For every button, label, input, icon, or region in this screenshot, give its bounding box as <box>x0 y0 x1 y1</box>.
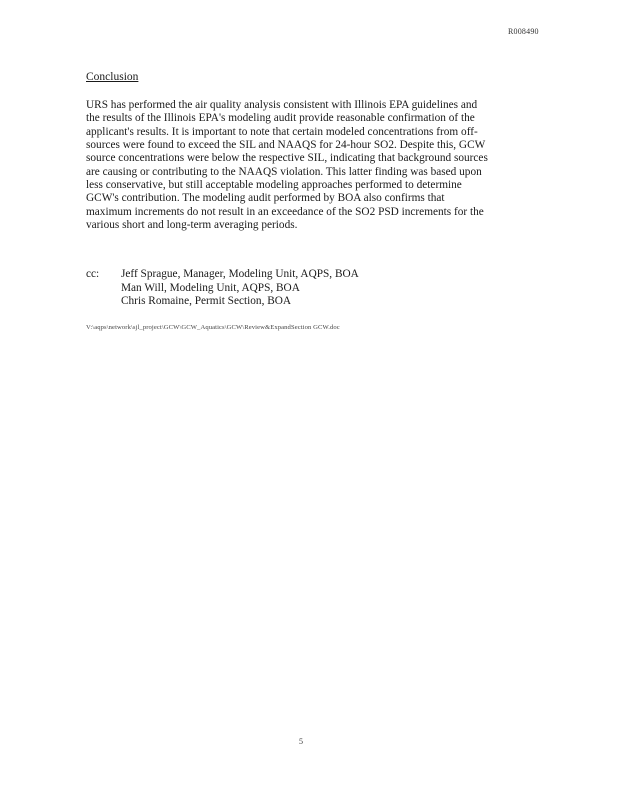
cc-recipient-list <box>121 268 359 309</box>
file-path: V:\aqps\network\sjl_project\GCW\GCW_Aquatics\GCW\Review&ExpandSection GCW.doc <box>86 324 340 331</box>
body-line: sources were found to exceed the SIL and NAAQS for 24-hour SO2. Despite this, GCW <box>86 139 486 152</box>
section-heading: Conclusion <box>86 71 139 83</box>
body-line: less conservative, but still acceptable modeling approaches performed to determine <box>86 179 462 192</box>
page-id: R008490 <box>508 27 539 36</box>
cc-label: cc: <box>86 268 100 280</box>
cc-recipient: Jeff Sprague, Manager, Modeling Unit, AQPS, BOA <box>121 268 359 280</box>
body-line: URS has performed the air quality analysis consistent with Illinois EPA guidelines and <box>86 99 478 111</box>
cc-recipient: Chris Romaine, Permit Section, BOA <box>121 295 292 308</box>
body-line: the results of the Illinois EPA's modeling audit provide reasonable confirmation of the <box>86 112 475 125</box>
body-line: various short and long-term averaging periods. <box>86 219 298 232</box>
body-line: source concentrations were below the respective SIL, indicating that background sources <box>86 152 488 165</box>
body-line: maximum increments do not result in an exceedance of the SO2 PSD increments for the <box>86 205 484 218</box>
page-number: 5 <box>299 737 303 746</box>
body-line: applicant's results. It is important to note that certain modeled concentrations from off- <box>86 125 478 138</box>
body-line: GCW's contribution. The modeling audit performed by BOA also confirms that <box>86 192 445 205</box>
body-line: are causing or contributing to the NAAQS violation. This latter finding was based upon <box>86 165 482 178</box>
body-paragraph <box>86 99 526 232</box>
cc-recipient: Man Will, Modeling Unit, AQPS, BOA <box>121 281 300 294</box>
